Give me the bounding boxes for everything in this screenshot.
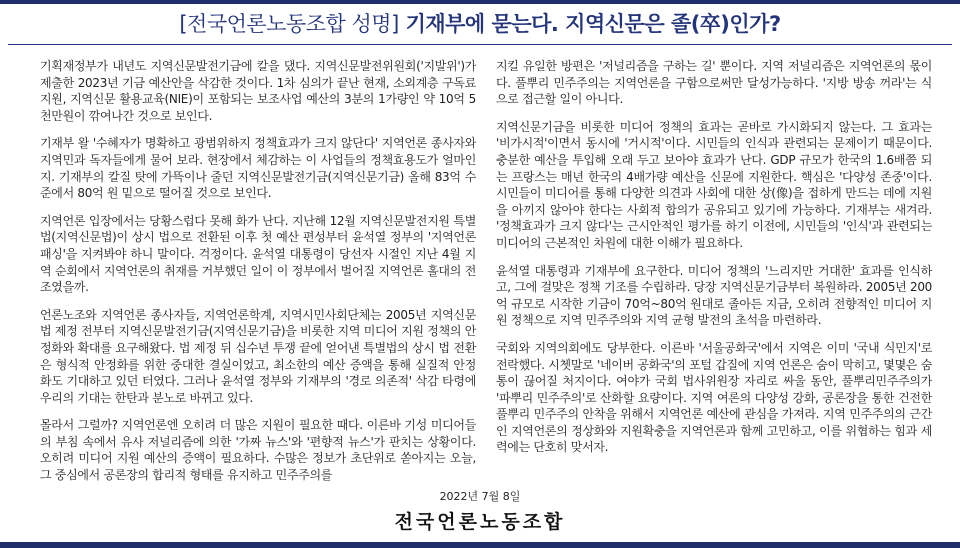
paragraph: 기재부 왈 '수혜자가 명확하고 광범위하지 정책효과가 크지 않단다' 지역언론 종사자와 지역민과 독자들에게 물어 보라. 현장에서 체감하는 이 사업들의 정책효용도가 얼마인지. 기재부의 칼질 탓에 가뜩이나 줄던 지역신문발전기금(지역신문기금) 올해 83억 수준에서 80억 원 밑으로 떨어질 것으로 보인다. [40, 136, 476, 201]
paragraph: 기획재정부가 내년도 지역신문발전기금에 칼을 댔다. 지역신문발전위원회('지발위')가 제출한 2023년 기금 예산안을 삭감한 것이다. 1차 심의가 끝난 현재, 소외계층 구독료 지원, 지역신문 활용교육(NIE)이 포함되는 보조사업 예산의 3분의 1가량인 약 10억 5천만원이 깎여나간 것으로 보인다. [40, 59, 476, 123]
statement-date: 2022년 7월 8일 [439, 490, 521, 503]
paragraph: 몰라서 그럴까? 지역언론엔 오히려 더 많은 지원이 필요한 때다. 이른바 기성 미디어들의 부침 속에서 유사 저널리즘에 의한 '가짜 뉴스'와 '편향적 뉴스'가 판치는 상황이다. 오히려 미디어 지원 예산의 증액이 필요하다. 수많은 정보가 초단위로 쏟아지는 오늘, 그 중심에서 공론장의 합리적 형태를 유지하고 민주주의를 [40, 418, 476, 483]
paragraph: 언론노조와 지역언론 종사자들, 지역언론학계, 지역시민사회단체는 2005년 지역신문법 제정 전부터 지역신문발전기금(지역신문기금)을 비롯한 지역 미디어 지원 정책의 안정화와 확대를 요구해왔다. 법 제정 뒤 십수년 투쟁 끝에 얻어낸 특별법의 상시 법 전환은 형식적 안정화를 위한 중대한 결실이었고, 최소한의 예산 증액을 통해 실질적 안정화도 기대하고 있던 터였다. 그러나 윤석열 정부와 기재부의 '경로 의존적' 삭감 타령에 우리의 기대는 한탄과 분노로 바뀌고 있다. [40, 307, 476, 405]
paragraph: 지킬 유일한 방편은 '저널리즘을 구하는 길' 뿐이다. 지역 저널리즘은 지역언론의 몫이다. 풀뿌리 민주주의는 지역언론을 구함으로써만 달성가능하다. '지방 방송 꺼라'는 식으로 접근할 일이 아니다. [496, 59, 932, 107]
paragraph: 지역신문기금을 비롯한 미디어 정책의 효과는 곧바로 가시화되지 않는다. 그 효과는 '비가시적'이면서 동시에 '거시적'이다. 시민들의 인식과 관련되는 문제이기 때문이다. 충분한 예산을 투입해 오래 두고 보아야 효과가 난다. GDP 규모가 한국의 1.6배쯤 되는 프랑스는 매년 한국의 4배가량 예산을 신문에 지원한다. 핵심은 '다양성 존중'이다. 시민들이 미디어를 통해 다양한 의견과 사회에 대한 상(像)을 접하게 만드는 데에 지원을 아끼지 않아야 한다는 사회적 합의가 공유되고 있기에 가능하다. 기재부는 새겨라. '정책효과가 크지 않다'는 근시안적인 평가를 하기 이전에, 시민들의 '인식'과 관련되는 미디어의 근본적인 차원에 대한 이해가 필요하다. [496, 119, 932, 250]
title-prefix: [전국언론노동조합 성명] [179, 12, 399, 36]
bottom-rule [0, 542, 960, 548]
header [0, 4, 960, 42]
left-column [40, 58, 476, 495]
paragraph: 윤석열 대통령과 기재부에 요구한다. 미디어 정책의 '느리지만 거대한' 효과를 인식하고, 그에 걸맞은 정책 기조를 수립하라. 당장 지역신문기금부터 복원하라. 2005년 200억 규모로 시작한 기금이 70억~80억 원대로 졸아든 지금, 오히려 전향적인 미디어 지원 정책으로 지역 민주주의와 지역 균형 발전의 초석을 마련하라. [496, 263, 932, 328]
title-divider [8, 44, 952, 45]
right-column [496, 58, 932, 467]
page-title [0, 4, 960, 38]
paragraph: 국회와 지역의회에도 당부한다. 이른바 '서울공화국'에서 지역은 이미 '국내 식민지'로 전락했다. 시쳇말로 '네이버 공화국'의 포털 갑질에 지역 언론은 숨이 막히고, 몇몇은 숨통이 끊어질 처지이다. 여야가 국회 법사위원장 자리로 싸울 동안, 풀뿌리민주주의가 '파뿌리 민주주의'로 산화할 요량이다. 지역 여론의 다양성 강화, 공론장을 통한 건전한 풀뿌리 민주주의 안착을 위해서 지역언론 예산에 관심을 가져라. 지역 민주주의의 근간인 지역언론의 정상화와 지원확충을 지역언론과 함께 고민하고, 이를 위협하는 힘과 세력에는 단호히 맞서자. [496, 340, 932, 455]
title-main: 기재부에 묻는다. 지역신문은 졸(卒)인가? [405, 12, 781, 36]
paragraph: 지역언론 입장에서는 당황스럽다 못해 화가 난다. 지난해 12월 지역신문발전지원 특별법(지역신문법)이 상시 법으로 전환된 이후 첫 예산 편성부터 윤석열 정부의 '지역언론 패싱'을 지켜봐야 하니 말이다. 걱정이다. 윤석열 대통령이 당선자 시절인 지난 4월 지역 순회에서 지역언론의 취재를 거부했던 일이 이 정부에서 벌어질 지역언론 홀대의 전조였을까. [40, 213, 476, 295]
union-signature: 전국언론노동조합 [394, 511, 566, 533]
